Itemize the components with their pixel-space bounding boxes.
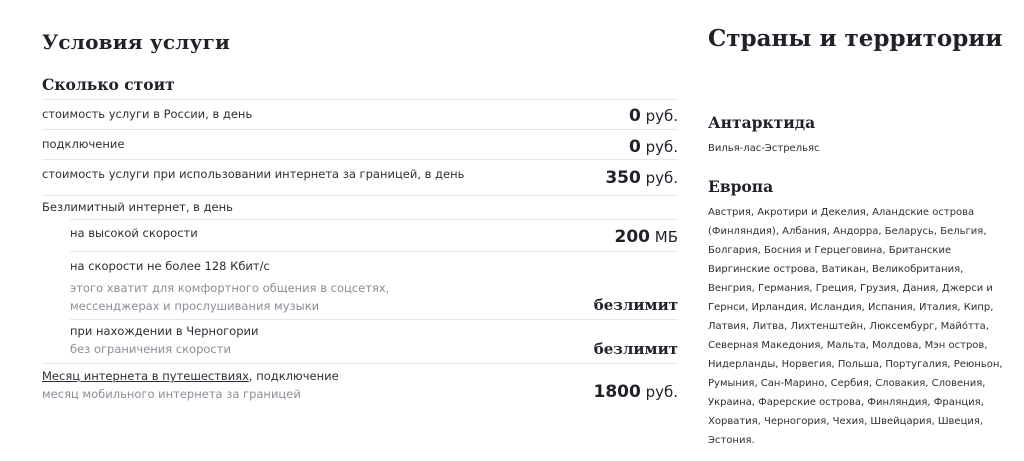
price-number: 0	[628, 106, 641, 126]
price-unit: руб.	[640, 169, 678, 187]
travel-label-suffix: , подключение	[248, 369, 339, 383]
price-value	[629, 106, 678, 126]
montenegro-note: без ограничения скорости	[70, 342, 231, 356]
price-row-high-speed	[70, 219, 678, 251]
region-countries-europe: Австрия, Акротири и Декелия, Аландские острова (Финляндия), Албания, Андорра, Беларусь, Бельгия, Болгария, Босния и Герцеговина, Британские Виргинские острова, Ватикан, Великобритания, Венгрия, Германия, Греция, Грузия, Дания, Джерси и Гернси, Ирландия, Исландия, Испания, Италия, Кипр, Латвия, Литва, Лихтенштейн, Люксембург, Майо́тта, Северная Македония, Мальта, Молдова, Мэн остров, Нидерланды, Норвегия, Польша, Португалия, Реюньон, Румыния, Сан-Марино, Сербия, Словакия, Словения, Украина, Фарерские острова, Финляндия, Франция, Хорватия, Черногория, Чехия, Швейцария, Швеция, Эстония.	[708, 207, 1003, 446]
region-title-antarctica: Антарктида	[708, 113, 816, 132]
low-speed-value: безлимит	[593, 296, 678, 314]
price-label: стоимость услуги в России, в день	[42, 107, 253, 121]
pricing-title: Сколько стоит	[42, 75, 175, 94]
low-speed-label: на скорости не более 128 Кбит/с	[70, 259, 270, 273]
price-row-abroad-daily	[42, 159, 678, 195]
price-row-connection	[42, 129, 678, 159]
price-row-travel-month	[42, 363, 678, 413]
travel-label	[42, 369, 339, 383]
price-row-low-speed	[70, 251, 678, 319]
price-value	[605, 168, 678, 188]
unlimited-internet-header	[42, 195, 678, 219]
montenegro-value: безлимит	[593, 340, 678, 358]
traffic-number: 200	[614, 227, 650, 247]
travel-month-link[interactable]: Месяц интернета в путешествиях	[42, 369, 249, 383]
high-speed-label: на высокой скорости	[70, 226, 198, 240]
price-unit: руб.	[640, 138, 678, 156]
montenegro-label: при нахождении в Черногории	[70, 324, 259, 338]
low-speed-note-line2: мессенджерах и прослушивания музыки	[70, 299, 320, 313]
price-label: стоимость услуги при использовании интернета за границей, в день	[42, 167, 465, 181]
unlimited-label: Безлимитный интернет, в день	[42, 200, 233, 214]
price-row-montenegro	[70, 319, 678, 363]
countries-title: Страны и территории	[708, 25, 1003, 52]
low-speed-note-line1: этого хватит для комфортного общения в соцсетях,	[70, 281, 390, 295]
price-value	[629, 137, 678, 157]
section-title: Условия услуги	[42, 30, 231, 54]
price-label: подключение	[42, 137, 125, 151]
price-unit: руб.	[640, 383, 678, 401]
region-countries-antarctica: Вилья-лас-Эстрельяс	[708, 143, 820, 154]
high-speed-value	[614, 227, 678, 247]
price-number: 0	[628, 137, 641, 157]
travel-note: месяц мобильного интернета за границей	[42, 387, 301, 401]
traffic-unit: МБ	[649, 228, 678, 246]
price-number: 1800	[593, 382, 641, 402]
travel-price-value	[593, 382, 678, 402]
price-number: 350	[605, 168, 641, 188]
region-title-europe: Европа	[708, 177, 774, 196]
price-row-daily-russia	[42, 99, 678, 129]
price-unit: руб.	[640, 107, 678, 125]
